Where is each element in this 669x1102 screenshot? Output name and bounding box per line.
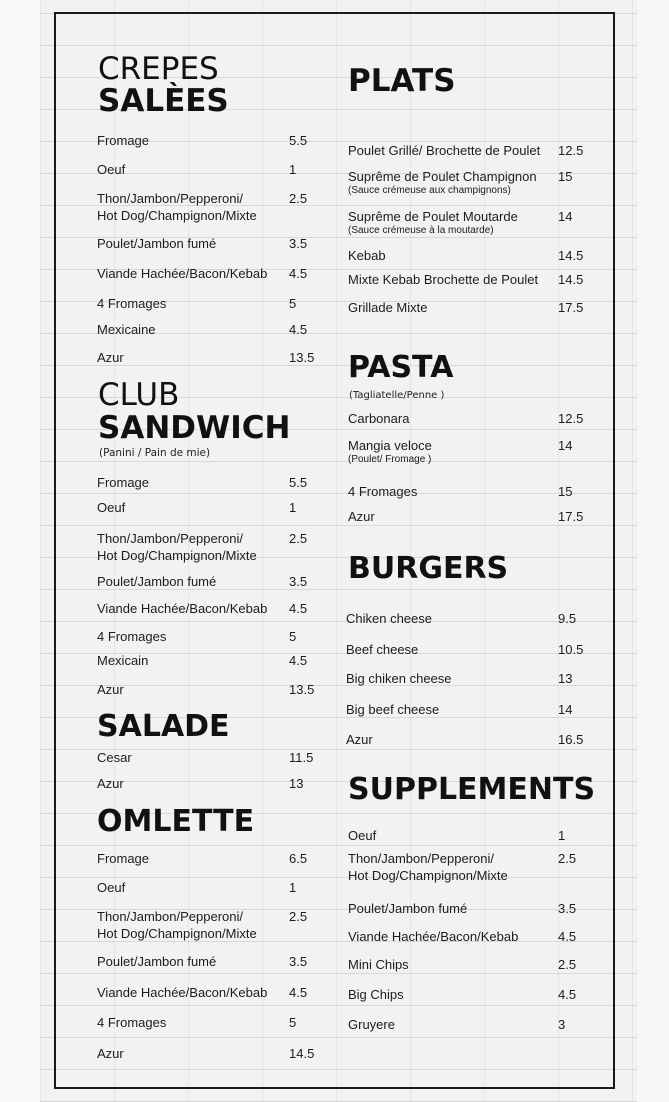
supplements-item-poulet-jambon-fume: [348, 900, 598, 918]
item-name: [97, 190, 257, 224]
item-name-line: Fromage: [97, 851, 150, 866]
item-price: 3.5: [289, 574, 308, 589]
item-name-line: Chiken cheese: [346, 611, 432, 626]
supplements-item-oeuf: [348, 827, 598, 845]
item-name-line: Viande Hachée/Bacon/Kebab: [348, 929, 519, 944]
pasta-item-4-fromages: [348, 483, 598, 501]
item-price: 4.5: [558, 929, 577, 944]
item-name-line: Gruyere: [348, 1017, 395, 1032]
item-price: 1: [289, 500, 297, 515]
item-name: [97, 573, 216, 590]
club-item-poulet-jambon-fume: [97, 573, 329, 591]
item-price: 5.5: [289, 475, 308, 490]
item-name: [97, 530, 257, 564]
item-name-line: Carbonara: [348, 411, 410, 426]
item-price: 10.5: [558, 642, 584, 657]
pasta-item-mangia-veloce: [348, 437, 598, 465]
item-name: [97, 908, 257, 942]
club-item-mexicain: [97, 652, 329, 670]
item-name: [346, 610, 432, 627]
item-name: [348, 956, 409, 973]
item-name: [97, 1045, 124, 1062]
item-name-line: Viande Hachée/Bacon/Kebab: [97, 601, 268, 616]
item-name: [97, 681, 124, 698]
salade-title: SALADE: [97, 709, 230, 744]
item-name-line: Mexicain: [97, 653, 149, 668]
item-name: [348, 928, 518, 945]
item-name-line: Cesar: [97, 750, 132, 765]
item-price: 13.5: [289, 682, 315, 697]
page-edge-left: [0, 0, 40, 1102]
burgers-item-azur: [346, 731, 598, 749]
crepes-title-line1: CREPES: [98, 51, 219, 87]
plats-item-poulet-grille-brochette-de-poulet: [348, 142, 598, 160]
item-name: [97, 1014, 166, 1031]
plats-item-kebab: [348, 247, 598, 265]
item-name: [348, 247, 386, 264]
item-name-line: Grillade Mixte: [348, 300, 428, 315]
item-description: (Sauce crémeuse aux champignons): [348, 185, 511, 196]
item-name-line: Thon/Jambon/Pepperoni/: [97, 909, 243, 924]
omlette-item-oeuf: [97, 879, 329, 897]
item-price: 4.5: [558, 987, 577, 1002]
item-name-line: Kebab: [348, 248, 386, 263]
item-price: 15: [558, 169, 573, 184]
item-name: [97, 161, 125, 178]
item-price: 6.5: [289, 851, 308, 866]
item-name: [97, 984, 267, 1001]
item-price: 2.5: [289, 191, 308, 206]
item-name-line: Big beef cheese: [346, 702, 440, 717]
item-price: 5: [289, 629, 297, 644]
club-note: (Panini / Pain de mie): [99, 447, 211, 459]
omlette-item-poulet-jambon-fume: [97, 953, 329, 971]
item-name-line: Azur: [97, 776, 124, 791]
plats-item-supreme-de-poulet-champignon: [348, 168, 598, 196]
item-price: 3.5: [289, 954, 308, 969]
item-price: 17.5: [558, 300, 584, 315]
crepes-item-4-fromages: [97, 295, 329, 313]
burgers-title: BURGERS: [348, 551, 509, 586]
item-name-line: Oeuf: [97, 162, 126, 177]
item-name-line: Suprême de Poulet Moutarde: [348, 209, 518, 224]
item-price: 9.5: [558, 611, 577, 626]
item-name-line: Poulet Grillé/ Brochette de Poulet: [348, 143, 541, 158]
plats-item-grillade-mixte: [348, 299, 598, 317]
salade-item-cesar: [97, 749, 329, 767]
item-description: (Poulet/ Fromage ): [348, 454, 432, 465]
item-name-line: 4 Fromages: [97, 629, 167, 644]
crepes-item-poulet-jambon-fume: [97, 235, 329, 253]
item-name-line: Viande Hachée/Bacon/Kebab: [97, 266, 268, 281]
item-name: [348, 208, 518, 237]
item-name-line: Poulet/Jambon fumé: [97, 954, 217, 969]
item-name-line: Big chiken cheese: [346, 671, 452, 686]
item-price: 4.5: [289, 322, 308, 337]
item-price: 15: [558, 484, 573, 499]
item-price: 16.5: [558, 732, 584, 747]
supplements-item-viande-hachee-bacon-kebab: [348, 928, 598, 946]
item-name-line: Thon/Jambon/Pepperoni/: [97, 191, 243, 206]
item-name-line: Poulet/Jambon fumé: [97, 236, 217, 251]
item-price: 2.5: [558, 957, 577, 972]
item-name: [348, 142, 540, 159]
item-name: [346, 731, 373, 748]
item-name: [348, 1016, 395, 1033]
item-name-line: Azur: [97, 350, 124, 365]
item-name: [346, 701, 439, 718]
club-item-4-fromages: [97, 628, 329, 646]
burgers-item-chiken-cheese: [346, 610, 598, 628]
crepes-item-thon-jambon-pepperoni: [97, 190, 329, 223]
item-name-line: Oeuf: [97, 500, 126, 515]
plats-item-mixte-kebab-brochette-de-poulet: [348, 271, 598, 289]
item-name: [348, 299, 427, 316]
item-name: [97, 879, 125, 896]
item-name-line: 4 Fromages: [97, 296, 167, 311]
supplements-item-big-chips: [348, 986, 598, 1004]
item-name-line: Poulet/Jambon fumé: [348, 901, 468, 916]
item-price: 13: [558, 671, 573, 686]
item-price: 1: [289, 162, 297, 177]
pasta-title: PASTA: [348, 350, 454, 385]
page-edge-right: [637, 0, 669, 1102]
item-name-line: Oeuf: [97, 880, 126, 895]
item-price: 13: [289, 776, 304, 791]
item-name: [346, 641, 418, 658]
item-name-line: Beef cheese: [346, 642, 419, 657]
item-name: [97, 474, 149, 491]
item-description: (Sauce crémeuse à la moutarde): [348, 225, 494, 236]
item-price: 14: [558, 209, 573, 224]
club-item-viande-hachee-bacon-kebab: [97, 600, 329, 618]
item-name: [97, 775, 124, 792]
item-name-line: Hot Dog/Champignon/Mixte: [97, 548, 257, 563]
item-name: [346, 670, 452, 687]
item-price: 2.5: [558, 851, 577, 866]
club-item-oeuf: [97, 499, 329, 517]
item-name-line: 4 Fromages: [97, 1015, 167, 1030]
crepes-item-viande-hachee-bacon-kebab: [97, 265, 329, 283]
item-price: 2.5: [289, 909, 308, 924]
item-name-line: Azur: [97, 682, 124, 697]
item-name-line: Azur: [97, 1046, 124, 1061]
item-price: 14: [558, 438, 573, 453]
item-name-line: Poulet/Jambon fumé: [97, 574, 217, 589]
item-name-line: Hot Dog/Champignon/Mixte: [97, 926, 257, 941]
club-title-line1: CLUB: [98, 377, 180, 413]
omlette-item-4-fromages: [97, 1014, 329, 1032]
item-name: [348, 168, 537, 197]
club-item-thon-jambon-pepperoni: [97, 530, 329, 563]
item-name: [97, 295, 166, 312]
item-price: 1: [558, 828, 566, 843]
item-price: 5.5: [289, 133, 308, 148]
supplements-item-mini-chips: [348, 956, 598, 974]
crepes-item-mexicaine: [97, 321, 329, 339]
item-price: 1: [289, 880, 297, 895]
burgers-item-beef-cheese: [346, 641, 598, 659]
omlette-title: OMLETTE: [97, 804, 255, 839]
pasta-item-carbonara: [348, 410, 598, 428]
item-name: [348, 827, 376, 844]
item-name-line: Mixte Kebab Brochette de Poulet: [348, 272, 539, 287]
item-name: [97, 321, 156, 338]
item-price: 3.5: [558, 901, 577, 916]
item-name: [348, 410, 409, 427]
item-price: 5: [289, 1015, 297, 1030]
item-price: 17.5: [558, 509, 584, 524]
item-price: 4.5: [289, 266, 308, 281]
burgers-item-big-beef-cheese: [346, 701, 598, 719]
item-price: 12.5: [558, 143, 584, 158]
item-name-line: Azur: [348, 509, 375, 524]
item-name: [348, 986, 404, 1003]
item-name: [97, 628, 166, 645]
item-name: [348, 271, 538, 288]
omlette-item-azur: [97, 1045, 329, 1063]
item-name-line: Fromage: [97, 475, 150, 490]
club-item-fromage: [97, 474, 329, 492]
item-name: [97, 349, 124, 366]
crepes-item-fromage: [97, 132, 329, 150]
item-price: 3: [558, 1017, 566, 1032]
crepes-item-azur: [97, 349, 329, 367]
item-price: 14.5: [558, 248, 584, 263]
burgers-item-big-chiken-cheese: [346, 670, 598, 688]
item-price: 2.5: [289, 531, 308, 546]
item-name-line: Mini Chips: [348, 957, 409, 972]
item-price: 4.5: [289, 653, 308, 668]
crepes-item-oeuf: [97, 161, 329, 179]
item-name-line: Mexicaine: [97, 322, 156, 337]
item-name-line: Mangia veloce: [348, 438, 432, 453]
item-name-line: Hot Dog/Champignon/Mixte: [348, 868, 508, 883]
item-price: 13.5: [289, 350, 315, 365]
item-price: 3.5: [289, 236, 308, 251]
item-price: 12.5: [558, 411, 584, 426]
item-name-line: Thon/Jambon/Pepperoni/: [348, 851, 494, 866]
item-price: 14: [558, 702, 573, 717]
salade-item-azur: [97, 775, 329, 793]
item-name: [97, 600, 267, 617]
plats-item-supreme-de-poulet-moutarde: [348, 208, 598, 236]
omlette-item-thon-jambon-pepperoni: [97, 908, 329, 941]
plats-title: PLATS: [348, 63, 456, 99]
item-name: [97, 499, 125, 516]
club-item-azur: [97, 681, 329, 699]
item-price: 14.5: [289, 1046, 315, 1061]
item-name: [97, 235, 216, 252]
item-price: 14.5: [558, 272, 584, 287]
item-name-line: Fromage: [97, 133, 150, 148]
supplements-item-gruyere: [348, 1016, 598, 1034]
item-name: [348, 850, 508, 884]
item-name-line: Hot Dog/Champignon/Mixte: [97, 208, 257, 223]
supplements-title: SUPPLEMENTS: [348, 772, 596, 807]
item-name: [348, 437, 432, 466]
item-name-line: 4 Fromages: [348, 484, 418, 499]
item-name-line: Azur: [346, 732, 373, 747]
item-name-line: Oeuf: [348, 828, 377, 843]
item-name-line: Viande Hachée/Bacon/Kebab: [97, 985, 268, 1000]
item-name: [97, 749, 132, 766]
item-price: 11.5: [289, 750, 314, 765]
item-name: [97, 652, 148, 669]
item-price: 4.5: [289, 985, 308, 1000]
item-name: [97, 265, 267, 282]
item-name: [348, 900, 467, 917]
pasta-note: (Tagliatelle/Penne ): [349, 390, 445, 401]
supplements-item-thon-jambon-pepperoni: [348, 850, 598, 883]
item-name-line: Thon/Jambon/Pepperoni/: [97, 531, 243, 546]
item-name: [97, 850, 149, 867]
item-price: 4.5: [289, 601, 308, 616]
pasta-item-azur: [348, 508, 598, 526]
item-name: [348, 483, 417, 500]
item-name-line: Big Chips: [348, 987, 404, 1002]
item-name-line: Suprême de Poulet Champignon: [348, 169, 537, 184]
crepes-title-line2: SALÈES: [98, 83, 229, 119]
omlette-item-fromage: [97, 850, 329, 868]
item-name: [348, 508, 375, 525]
item-name: [97, 953, 216, 970]
item-name: [97, 132, 149, 149]
item-price: 5: [289, 296, 297, 311]
club-title-line2: SANDWICH: [98, 410, 291, 446]
omlette-item-viande-hachee-bacon-kebab: [97, 984, 329, 1002]
